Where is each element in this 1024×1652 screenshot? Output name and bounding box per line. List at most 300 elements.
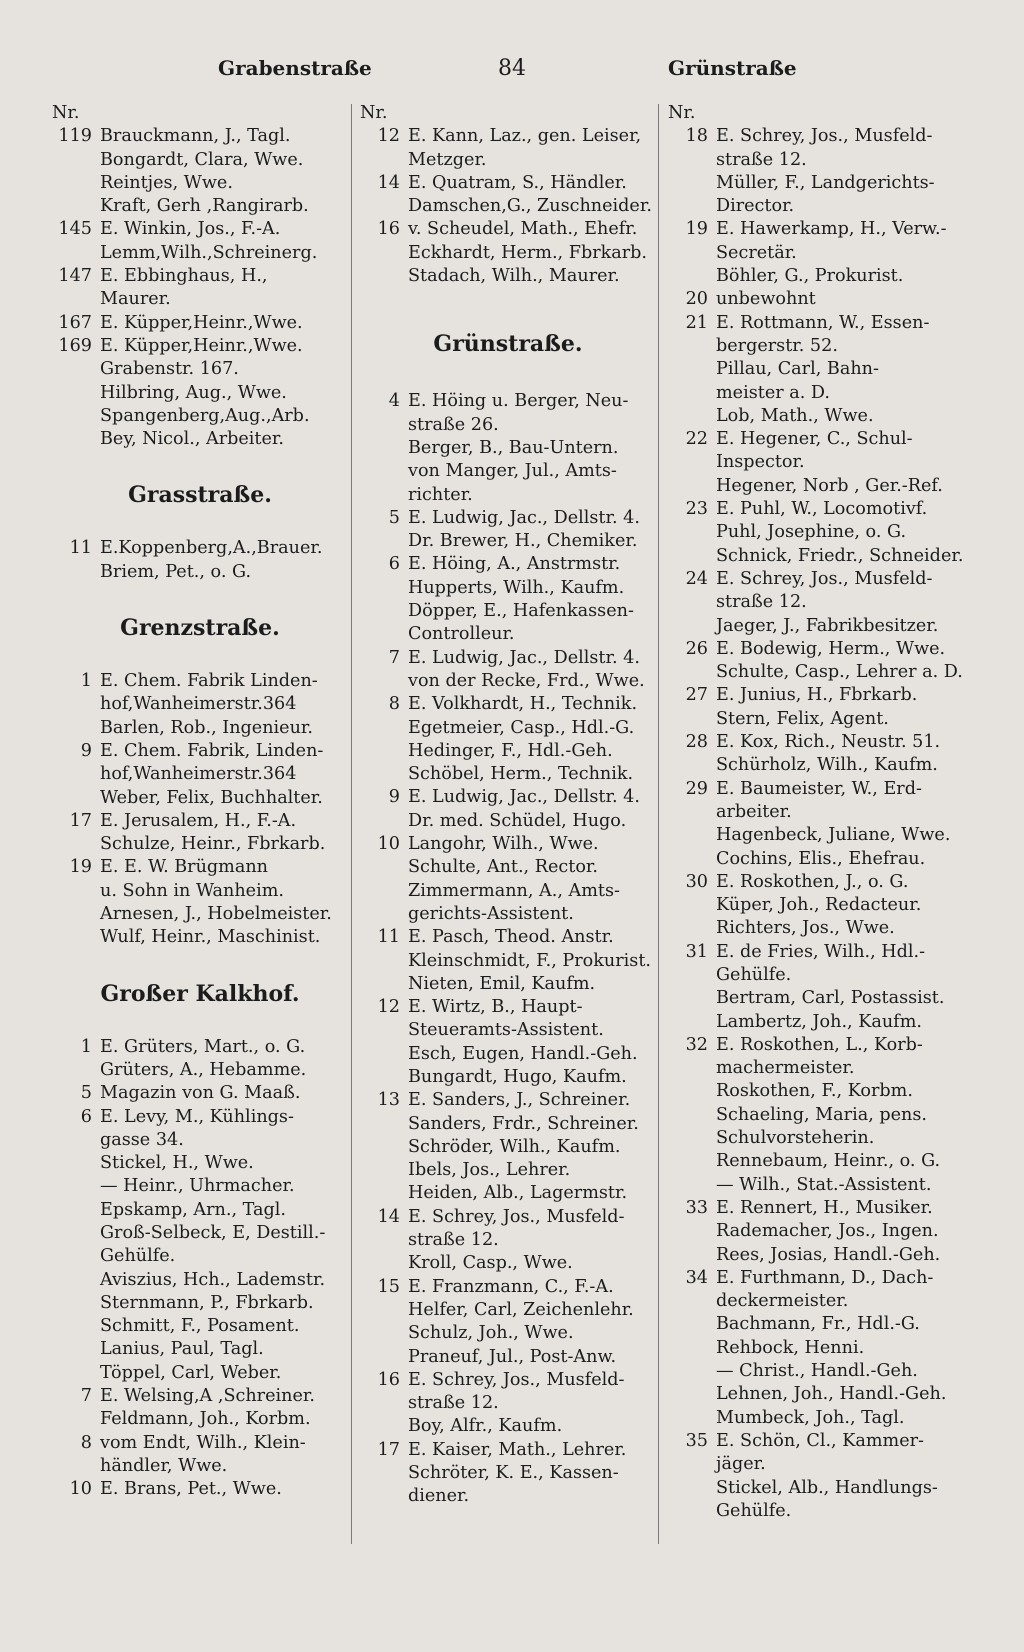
directory-entry (668, 195, 968, 218)
directory-entry (668, 1104, 968, 1127)
directory-entry (52, 1269, 348, 1292)
entry-text: Secretär. (716, 242, 797, 263)
directory-entry (52, 833, 348, 856)
directory-entry (668, 545, 968, 568)
house-number: 13 (377, 1090, 400, 1111)
entry-list (52, 1036, 348, 1502)
header-left-street: Grabenstraße (218, 56, 372, 80)
directory-entry (360, 1299, 656, 1322)
directory-entry (360, 1322, 656, 1345)
entry-text: Bachmann, Fr., Hdl.-G. (716, 1314, 920, 1335)
section-heading: Großer Kalkhof. (100, 980, 300, 1007)
entry-text: v. Scheudel, Math., Ehefr. (408, 219, 638, 240)
directory-entry (52, 312, 348, 335)
house-number: 19 (685, 219, 708, 240)
entry-text: E. Ludwig, Jac., Dellstr. 4. (408, 507, 640, 528)
directory-entry (52, 149, 348, 172)
entry-text: Kleinschmidt, F., Prokurist. (408, 950, 651, 971)
entry-text: Bertram, Carl, Postassist. (716, 988, 945, 1009)
house-number: 167 (58, 312, 92, 333)
house-number: 6 (80, 1106, 92, 1127)
entry-text: bergerstr. 52. (716, 335, 838, 356)
entry-text: Küper, Joh., Redacteur. (716, 895, 922, 916)
directory-entry (52, 763, 348, 786)
directory-entry (668, 265, 968, 288)
house-number: 5 (80, 1083, 92, 1104)
entry-text: Schröter, K. E., Kassen- (408, 1463, 619, 1484)
directory-entry (52, 926, 348, 949)
entry-text: Lob, Math., Wwe. (716, 405, 874, 426)
column-divider (351, 104, 352, 1544)
directory-entry (52, 218, 348, 241)
entry-text: Boy, Alfr., Kaufm. (408, 1416, 563, 1437)
directory-entry (52, 1106, 348, 1129)
entry-text: straße 12. (716, 149, 807, 170)
entry-text: Arnesen, J., Hobelmeister. (100, 904, 332, 925)
house-number: 11 (69, 538, 92, 559)
entry-text: u. Sohn in Wanheim. (100, 880, 284, 901)
directory-entry (668, 312, 968, 335)
directory-entry (52, 810, 348, 833)
directory-entry (52, 1292, 348, 1315)
entry-text: Hilbring, Aug., Wwe. (100, 382, 287, 403)
directory-entry (52, 265, 348, 288)
directory-entry (668, 894, 968, 917)
entry-text: gerichts-Assistent. (408, 903, 574, 924)
entry-text: Schulte, Ant., Rector. (408, 857, 598, 878)
directory-entry (668, 475, 968, 498)
directory-entry (360, 856, 656, 879)
directory-entry (360, 623, 656, 646)
directory-entry (668, 1313, 968, 1336)
directory-entry (360, 1043, 656, 1066)
section-heading: Grasstraße. (128, 482, 272, 509)
entry-text: E. Höing, A., Anstrmstr. (408, 554, 621, 575)
directory-entry (668, 1034, 968, 1057)
entry-text: E. Grüters, Mart., o. G. (100, 1036, 306, 1057)
directory-entry (668, 661, 968, 684)
directory-entry (668, 731, 968, 754)
entry-text: Schürholz, Wilh., Kaufm. (716, 755, 938, 776)
entry-text: arbeiter. (716, 801, 792, 822)
entry-text: Pillau, Carl, Bahn- (716, 359, 879, 380)
house-number: 16 (377, 1369, 400, 1390)
directory-entry (360, 1346, 656, 1369)
directory-entry (668, 1011, 968, 1034)
entry-text: Gehülfe. (100, 1246, 176, 1267)
directory-entry (52, 195, 348, 218)
entry-text: Weber, Felix, Buchhalter. (100, 787, 323, 808)
entry-text: straße 12. (408, 1393, 499, 1414)
nr-label: Nr. (52, 103, 80, 123)
entry-text: E. Jerusalem, H., F.-A. (100, 810, 297, 831)
directory-entry (668, 615, 968, 638)
directory-entry (360, 1182, 656, 1205)
house-number: 28 (685, 732, 708, 753)
entry-text: E. Ludwig, Jac., Dellstr. 4. (408, 787, 640, 808)
directory-entry (668, 521, 968, 544)
house-number: 14 (377, 1206, 400, 1227)
entry-text: E. Rennert, H., Musiker. (716, 1197, 933, 1218)
directory-entry (668, 871, 968, 894)
entry-text: — Wilh., Stat.-Assistent. (716, 1174, 932, 1195)
house-number: 145 (58, 219, 92, 240)
entry-text: Hegener, Norb , Ger.-Ref. (716, 475, 943, 496)
entry-text: Rehbock, Henni. (716, 1337, 865, 1358)
house-number: 18 (685, 126, 708, 147)
house-number: 4 (388, 391, 400, 412)
entry-text: E. Chem. Fabrik Linden- (100, 671, 318, 692)
entry-text: E. Bodewig, Herm., Wwe. (716, 638, 946, 659)
entry-text: E. Schrey, Jos., Musfeld- (408, 1369, 625, 1390)
directory-entry (52, 717, 348, 740)
directory-entry (668, 987, 968, 1010)
entry-text: E. E. W. Brügmann (100, 857, 269, 878)
directory-entry (668, 1080, 968, 1103)
entry-text: Rees, Josias, Handl.-Geh. (716, 1244, 941, 1265)
directory-entry (360, 670, 656, 693)
directory-entry (52, 382, 348, 405)
house-number: 35 (685, 1430, 708, 1451)
entry-text: Dr. med. Schüdel, Hugo. (408, 810, 627, 831)
directory-entry (52, 405, 348, 428)
page-header (0, 56, 1024, 86)
entry-text: E. Welsing,A ,Schreiner. (100, 1386, 315, 1407)
directory-entry (668, 1477, 968, 1500)
directory-entry (52, 242, 348, 265)
directory-entry (52, 428, 348, 451)
entry-text: E. Winkin, Jos., F.-A. (100, 219, 281, 240)
entry-text: Spangenberg,Aug.,Arb. (100, 405, 310, 426)
directory-entry (668, 288, 968, 311)
entry-text: Director. (716, 196, 795, 217)
directory-entry (52, 1432, 348, 1455)
directory-entry (360, 1415, 656, 1438)
directory-entry (360, 950, 656, 973)
directory-entry (668, 801, 968, 824)
entry-text: diener. (408, 1486, 470, 1507)
directory-entry (360, 414, 656, 437)
entry-text: E. Ebbinghaus, H., (100, 266, 268, 287)
directory-entry (52, 172, 348, 195)
directory-entry (360, 507, 656, 530)
house-number: 21 (685, 312, 708, 333)
directory-entry (52, 1315, 348, 1338)
entry-text: Lambertz, Joh., Kaufm. (716, 1011, 922, 1032)
directory-entry (668, 1150, 968, 1173)
entry-text: — Christ., Handl.-Geh. (716, 1361, 918, 1382)
directory-entry (52, 1059, 348, 1082)
directory-entry (52, 1222, 348, 1245)
entry-text: E. Roskothen, L., Korb- (716, 1034, 923, 1055)
directory-entry (668, 1290, 968, 1313)
entry-text: Schöbel, Herm., Technik. (408, 764, 634, 785)
directory-entry (360, 600, 656, 623)
directory-entry (668, 172, 968, 195)
directory-entry (360, 390, 656, 413)
directory-entry (360, 926, 656, 949)
entry-text: Schulte, Casp., Lehrer a. D. (716, 662, 963, 683)
entry-text: Töppel, Carl, Weber. (100, 1362, 282, 1383)
entry-text: vom Endt, Wilh., Klein- (100, 1432, 306, 1453)
directory-entry (668, 1453, 968, 1476)
directory-entry (668, 1220, 968, 1243)
directory-entry (360, 1392, 656, 1415)
entry-text: Mumbeck, Joh., Tagl. (716, 1407, 905, 1428)
entry-text: E. Levy, M., Kühlings- (100, 1106, 294, 1127)
entry-text: Damschen,G., Zuschneider. (408, 196, 652, 217)
entry-text: Richters, Jos., Wwe. (716, 918, 895, 939)
directory-entry (360, 1206, 656, 1229)
entry-text: E. Roskothen, J., o. G. (716, 871, 909, 892)
house-number: 11 (377, 927, 400, 948)
nr-label: Nr. (360, 103, 388, 123)
house-number: 7 (388, 647, 400, 668)
directory-entry (52, 1338, 348, 1361)
entry-text: gasse 34. (100, 1129, 184, 1150)
house-number: 1 (80, 1036, 92, 1057)
directory-entry (360, 647, 656, 670)
entry-text: Reintjes, Wwe. (100, 172, 233, 193)
entry-text: E. Kann, Laz., gen. Leiser, (408, 126, 642, 147)
directory-entry (360, 1462, 656, 1485)
entry-text: E. Schrey, Jos., Musfeld- (716, 568, 933, 589)
entry-text: jäger. (716, 1454, 766, 1475)
directory-entry (668, 1127, 968, 1150)
directory-entry (52, 1152, 348, 1175)
house-number: 31 (685, 941, 708, 962)
directory-entry (360, 1113, 656, 1136)
entry-text: Böhler, G., Prokurist. (716, 266, 904, 287)
house-number: 17 (69, 810, 92, 831)
directory-entry (668, 941, 968, 964)
entry-text: E. Sanders, J., Schreiner. (408, 1090, 631, 1111)
page-number: 84 (498, 56, 526, 81)
column-2 (360, 102, 656, 1509)
entry-text: Schulz, Joh., Wwe. (408, 1323, 574, 1344)
entry-text: E. Höing u. Berger, Neu- (408, 391, 629, 412)
entry-text: E. Baumeister, W., Erd- (716, 778, 922, 799)
entry-text: Berger, B., Bau-Untern. (408, 437, 619, 458)
directory-entry (360, 437, 656, 460)
entry-text: Rennebaum, Heinr., o. G. (716, 1151, 941, 1172)
directory-entry (360, 810, 656, 833)
entry-text: Steueramts-Assistent. (408, 1020, 604, 1041)
directory-entry (668, 1383, 968, 1406)
entry-text: straße 26. (408, 414, 499, 435)
entry-text: E. Rottmann, W., Essen- (716, 312, 930, 333)
house-number: 12 (377, 126, 400, 147)
entry-text: E. Kox, Rich., Neustr. 51. (716, 732, 941, 753)
directory-entry (360, 125, 656, 148)
house-number: 5 (388, 507, 400, 528)
directory-entry (668, 917, 968, 940)
house-number: 119 (58, 126, 92, 147)
entry-text: Nieten, Emil, Kaufm. (408, 973, 596, 994)
directory-entry (668, 708, 968, 731)
entry-text: E. Junius, H., Fbrkarb. (716, 685, 918, 706)
directory-entry (668, 778, 968, 801)
directory-entry (52, 1036, 348, 1059)
directory-entry (52, 1082, 348, 1105)
directory-entry (52, 1478, 348, 1501)
entry-text: Lehnen, Joh., Handl.-Geh. (716, 1384, 947, 1405)
directory-entry (360, 880, 656, 903)
entry-text: Metzger. (408, 149, 487, 170)
house-number: 9 (80, 740, 92, 761)
entry-text: Sternmann, P., Fbrkarb. (100, 1292, 314, 1313)
directory-entry (360, 1159, 656, 1182)
house-number: 19 (69, 857, 92, 878)
entry-text: E. Wirtz, B., Haupt- (408, 997, 583, 1018)
entry-text: Egetmeier, Casp., Hdl.-G. (408, 717, 635, 738)
entry-text: Briem, Pet., o. G. (100, 561, 252, 582)
entry-text: Kroll, Casp., Wwe. (408, 1253, 573, 1274)
house-number: 10 (377, 834, 400, 855)
entry-text: Zimmermann, A., Amts- (408, 880, 620, 901)
directory-entry (52, 693, 348, 716)
entry-text: händler, Wwe. (100, 1455, 228, 1476)
entry-text: E. Hawerkamp, H., Verw.- (716, 219, 947, 240)
directory-entry (668, 591, 968, 614)
directory-entry (52, 561, 348, 584)
entry-text: Puhl, Josephine, o. G. (716, 522, 907, 543)
house-number: 34 (685, 1267, 708, 1288)
directory-entry (360, 149, 656, 172)
nr-label: Nr. (668, 103, 696, 123)
directory-entry (52, 288, 348, 311)
entry-text: Jaeger, J., Fabrikbesitzer. (716, 615, 939, 636)
entry-list (52, 670, 348, 950)
entry-text: E. Küpper,Heinr.,Wwe. (100, 335, 303, 356)
entry-list (360, 125, 656, 288)
house-number: 27 (685, 685, 708, 706)
section-heading: Grünstraße. (433, 331, 583, 358)
directory-entry (52, 856, 348, 879)
entry-text: Rademacher, Jos., Ingen. (716, 1221, 939, 1242)
house-number: 147 (58, 266, 92, 287)
directory-entry (52, 1129, 348, 1152)
house-number: 29 (685, 778, 708, 799)
directory-entry (668, 125, 968, 148)
house-number: 1 (80, 671, 92, 692)
entry-text: E. Ludwig, Jac., Dellstr. 4. (408, 647, 640, 668)
house-number: 8 (80, 1432, 92, 1453)
entry-text: E. Volkhardt, H., Technik. (408, 694, 638, 715)
entry-text: Stadach, Wilh., Maurer. (408, 266, 620, 287)
entry-text: Bungardt, Hugo, Kaufm. (408, 1066, 627, 1087)
entry-text: E. Franzmann, C., F.-A. (408, 1276, 614, 1297)
house-number: 20 (685, 289, 708, 310)
entry-text: Hupperts, Wilh., Kaufm. (408, 577, 625, 598)
entry-list (52, 125, 348, 451)
entry-text: straße 12. (408, 1230, 499, 1251)
directory-entry (360, 460, 656, 483)
directory-entry (52, 1385, 348, 1408)
entry-text: Bongardt, Clara, Wwe. (100, 149, 304, 170)
entry-text: E. Hegener, C., Schul- (716, 429, 913, 450)
directory-entry (52, 787, 348, 810)
entry-text: Gehülfe. (716, 1500, 792, 1521)
house-number: 22 (685, 429, 708, 450)
entry-text: Roskothen, F., Korbm. (716, 1081, 913, 1102)
directory-entry (360, 973, 656, 996)
directory-entry (668, 242, 968, 265)
directory-entry (668, 335, 968, 358)
entry-text: deckermeister. (716, 1291, 849, 1312)
entry-text: Heiden, Alb., Lagermstr. (408, 1183, 628, 1204)
directory-entry (668, 1057, 968, 1080)
column-1 (52, 102, 348, 1502)
directory-entry (668, 1407, 968, 1430)
entry-text: von Manger, Jul., Amts- (408, 461, 617, 482)
entry-list (52, 537, 348, 584)
directory-entry (52, 1199, 348, 1222)
entry-text: Hagenbeck, Juliane, Wwe. (716, 825, 951, 846)
entry-text: Schmitt, F., Posament. (100, 1316, 300, 1337)
house-number: 24 (685, 568, 708, 589)
entry-text: E. Brans, Pet., Wwe. (100, 1479, 282, 1500)
entry-text: Lemm,Wilh.,Schreinerg. (100, 242, 318, 263)
directory-entry (360, 717, 656, 740)
directory-entry (52, 1455, 348, 1478)
entry-text: Cochins, Elis., Ehefrau. (716, 848, 926, 869)
entry-text: Wulf, Heinr., Maschinist. (100, 927, 321, 948)
entry-text: E. Schrey, Jos., Musfeld- (408, 1206, 625, 1227)
directory-entry (360, 1089, 656, 1112)
house-number: 8 (388, 694, 400, 715)
directory-entry (52, 670, 348, 693)
entry-text: Bey, Nicol., Arbeiter. (100, 429, 284, 450)
entry-text: Stern, Felix, Agent. (716, 708, 889, 729)
entry-text: — Heinr., Uhrmacher. (100, 1176, 295, 1197)
entry-text: richter. (408, 484, 473, 505)
entry-text: E. Schön, Cl., Kammer- (716, 1430, 925, 1451)
directory-entry (360, 530, 656, 553)
directory-entry (668, 568, 968, 591)
entry-text: Controlleur. (408, 624, 515, 645)
directory-entry (360, 553, 656, 576)
entry-text: Feldmann, Joh., Korbm. (100, 1409, 311, 1430)
directory-entry (360, 1252, 656, 1275)
entry-text: Dr. Brewer, H., Chemiker. (408, 531, 638, 552)
house-number: 33 (685, 1197, 708, 1218)
entry-text: E. Pasch, Theod. Anstr. (408, 927, 614, 948)
entry-text: Stickel, H., Wwe. (100, 1153, 254, 1174)
directory-entry (360, 996, 656, 1019)
directory-entry (668, 1267, 968, 1290)
entry-text: Schaeling, Maria, pens. (716, 1104, 928, 1125)
directory-entry (52, 358, 348, 381)
entry-text: Stickel, Alb., Handlungs- (716, 1477, 938, 1498)
entry-text: Schulze, Heinr., Fbrkarb. (100, 834, 326, 855)
entry-text: Schulvorsteherin. (716, 1128, 875, 1149)
directory-entry (668, 1174, 968, 1197)
entry-text: hof,Wanheimerstr.364 (100, 694, 297, 715)
entry-text: Maurer. (100, 289, 171, 310)
entry-list (668, 125, 968, 1523)
entry-text: Döpper, E., Hafenkassen- (408, 601, 634, 622)
entry-text: Esch, Eugen, Handl.-Geh. (408, 1043, 638, 1064)
house-number: 26 (685, 638, 708, 659)
entry-text: Langohr, Wilh., Wwe. (408, 834, 599, 855)
entry-list (360, 390, 656, 1508)
directory-entry (52, 537, 348, 560)
directory-entry (668, 451, 968, 474)
directory-entry (668, 684, 968, 707)
directory-entry (668, 1360, 968, 1383)
directory-entry (52, 1245, 348, 1268)
